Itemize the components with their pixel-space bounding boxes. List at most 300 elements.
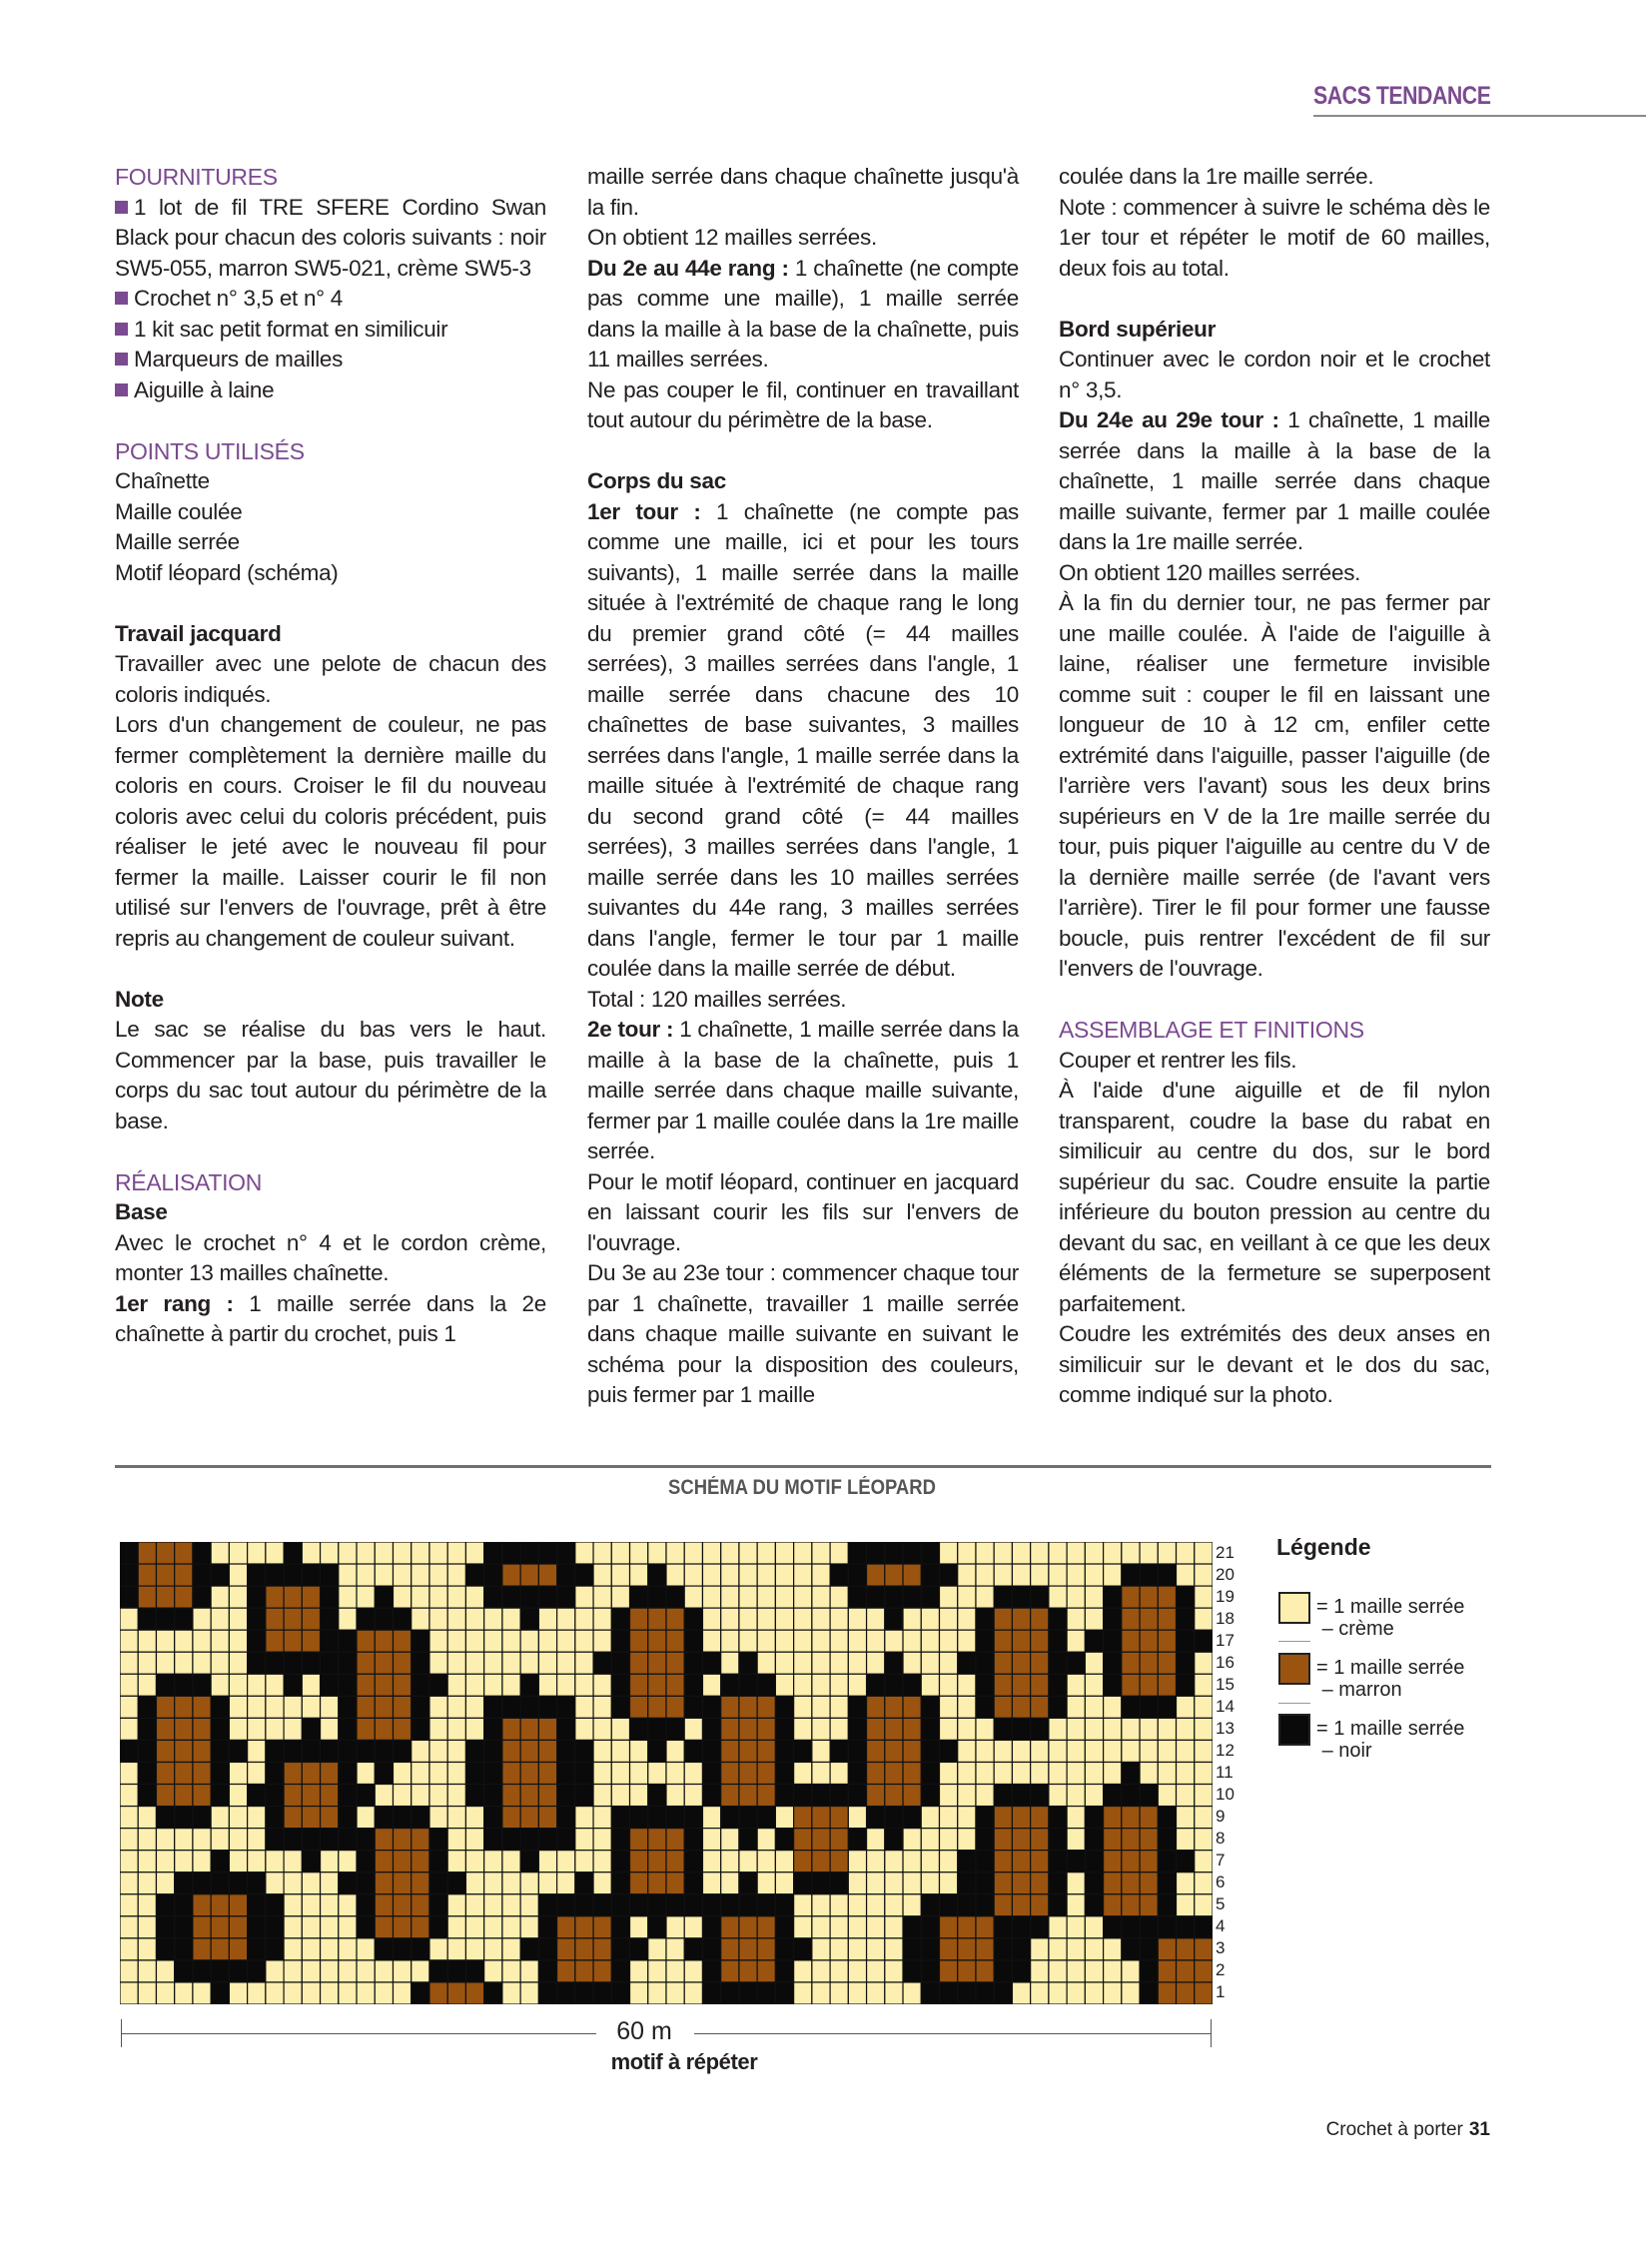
stitch-cell bbox=[465, 1564, 483, 1586]
stitch-cell bbox=[394, 1916, 412, 1938]
stitch-cell bbox=[867, 1608, 885, 1630]
stitch-cell bbox=[593, 1851, 611, 1872]
stitch-cell bbox=[1067, 1718, 1085, 1740]
stitch-cell bbox=[357, 1938, 375, 1960]
stitch-cell bbox=[465, 1586, 483, 1608]
stitch-cell bbox=[1177, 1696, 1195, 1718]
stitch-cell bbox=[520, 1542, 538, 1564]
stitch-cell bbox=[702, 1652, 720, 1674]
stitch-cell bbox=[375, 1938, 393, 1960]
stitch-cell bbox=[502, 1762, 520, 1784]
stitch-cell bbox=[666, 1674, 684, 1696]
stitch-cell bbox=[502, 1872, 520, 1894]
stitch-cell bbox=[702, 1696, 720, 1718]
stitch-cell bbox=[958, 1916, 976, 1938]
stitch-cell bbox=[739, 1960, 757, 1982]
stitch-cell bbox=[538, 1586, 556, 1608]
stitch-cell bbox=[429, 1630, 447, 1652]
paragraph bbox=[115, 1015, 546, 1136]
stitch-cell bbox=[702, 1718, 720, 1740]
stitch-cell bbox=[976, 1894, 994, 1916]
stitch-cell bbox=[848, 1586, 866, 1608]
stitch-cell bbox=[575, 1938, 593, 1960]
stitch-cell bbox=[211, 1564, 229, 1586]
stitch-cell bbox=[903, 1829, 921, 1851]
stitch-cell bbox=[193, 1696, 211, 1718]
stitch-cell bbox=[976, 1630, 994, 1652]
stitch-cell bbox=[739, 1872, 757, 1894]
stitch-cell bbox=[648, 1696, 666, 1718]
spacer bbox=[1059, 985, 1490, 1016]
stitch-cell bbox=[266, 1851, 284, 1872]
stitch-cell bbox=[266, 1630, 284, 1652]
stitch-cell bbox=[702, 1872, 720, 1894]
stitch-cell bbox=[940, 1696, 958, 1718]
stitch-cell bbox=[739, 1785, 757, 1807]
stitch-cell bbox=[120, 1630, 138, 1652]
stitch-cell bbox=[211, 1586, 229, 1608]
stitch-cell bbox=[721, 1630, 739, 1652]
paragraph-text: Lors d'un changement de couleur, ne pas fermer complètement la dernière maille du coloris en cours. Croiser le fil du nouveau coloris avec celui du coloris précédent, puis réaliser le jeté avec le nouveau fil pour fermer la maille. Laisser courir le fil non utilisé sur l'envers de l'ouvrage, prêt à être repris au changement de couleur suivant. bbox=[115, 712, 546, 951]
stitch-cell bbox=[794, 1960, 812, 1982]
stitch-cell bbox=[921, 1829, 939, 1851]
stitch-cell bbox=[1104, 1718, 1122, 1740]
stitch-cell bbox=[666, 1542, 684, 1564]
stitch-cell bbox=[447, 1829, 465, 1851]
stitch-cell bbox=[284, 1807, 302, 1829]
stitch-cell bbox=[1140, 1762, 1158, 1784]
stitch-cell bbox=[958, 1894, 976, 1916]
stitch-cell bbox=[575, 1807, 593, 1829]
stitch-cell bbox=[867, 1829, 885, 1851]
stitch-cell bbox=[538, 1542, 556, 1564]
stitch-cell bbox=[976, 1586, 994, 1608]
stitch-cell bbox=[465, 1851, 483, 1872]
stitch-cell bbox=[1140, 1872, 1158, 1894]
stitch-cell bbox=[593, 1542, 611, 1564]
section-heading: POINTS UTILISÉS bbox=[115, 437, 305, 464]
stitch-cell bbox=[538, 1872, 556, 1894]
stitch-cell bbox=[412, 1542, 429, 1564]
stitch-cell bbox=[1195, 1674, 1213, 1696]
stitch-cell bbox=[120, 1916, 138, 1938]
stitch-cell bbox=[321, 1608, 339, 1630]
stitch-cell bbox=[1049, 1564, 1067, 1586]
stitch-cell bbox=[538, 1740, 556, 1762]
stitch-cell bbox=[447, 1718, 465, 1740]
row-number: 16 bbox=[1216, 1653, 1235, 1672]
stitch-cell bbox=[921, 1740, 939, 1762]
stitch-cell bbox=[484, 1762, 502, 1784]
stitch-cell bbox=[1122, 1807, 1140, 1829]
stitch-cell bbox=[976, 1740, 994, 1762]
stitch-cell bbox=[1195, 1829, 1213, 1851]
stitch-cell bbox=[375, 1608, 393, 1630]
paragraph-text: Maille serrée bbox=[115, 529, 240, 554]
stitch-cell bbox=[885, 1652, 903, 1674]
stitch-cell bbox=[921, 1894, 939, 1916]
stitch-cell bbox=[848, 1960, 866, 1982]
stitch-cell bbox=[1085, 1718, 1103, 1740]
stitch-cell bbox=[120, 1894, 138, 1916]
stitch-cell bbox=[1067, 1740, 1085, 1762]
stitch-cell bbox=[575, 1785, 593, 1807]
stitch-cell bbox=[120, 1762, 138, 1784]
paragraph-text: Marqueurs de mailles bbox=[134, 347, 344, 372]
stitch-cell bbox=[611, 1542, 629, 1564]
stitch-cell bbox=[429, 1785, 447, 1807]
stitch-cell bbox=[302, 1762, 320, 1784]
stitch-cell bbox=[266, 1542, 284, 1564]
stitch-cell bbox=[357, 1960, 375, 1982]
stitch-cell bbox=[175, 1982, 193, 2004]
stitch-cell bbox=[575, 1696, 593, 1718]
paragraph-text: Du 3e au 23e tour : commencer chaque tour par 1 chaînette, travailler 1 maille serrée dans chaque maille suivante en suivant le schéma pour la disposition des couleurs, puis fermer par 1 maille bbox=[587, 1260, 1019, 1407]
stitch-cell bbox=[1067, 1696, 1085, 1718]
stitch-cell bbox=[412, 1740, 429, 1762]
stitch-cell bbox=[721, 1696, 739, 1718]
stitch-cell bbox=[1122, 1696, 1140, 1718]
paragraph bbox=[1059, 345, 1490, 405]
stitch-cell bbox=[302, 1608, 320, 1630]
stitch-cell bbox=[156, 1894, 174, 1916]
stitch-cell bbox=[1195, 1982, 1213, 2004]
stitch-cell bbox=[1122, 1762, 1140, 1784]
stitch-cell bbox=[867, 1960, 885, 1982]
stitch-cell bbox=[593, 1872, 611, 1894]
stitch-cell bbox=[557, 1696, 575, 1718]
paragraph-text: Maille coulée bbox=[115, 498, 243, 524]
stitch-cell bbox=[248, 1564, 266, 1586]
stitch-cell bbox=[557, 1916, 575, 1938]
stitch-cell bbox=[1158, 1807, 1176, 1829]
stitch-cell bbox=[593, 1785, 611, 1807]
stitch-cell bbox=[465, 1674, 483, 1696]
stitch-cell bbox=[339, 1652, 357, 1674]
stitch-cell bbox=[994, 1762, 1012, 1784]
stitch-cell bbox=[702, 1630, 720, 1652]
stitch-cell bbox=[266, 1608, 284, 1630]
stitch-cell bbox=[921, 1674, 939, 1696]
stitch-cell bbox=[1122, 1652, 1140, 1674]
step-label: 1er tour : bbox=[587, 498, 701, 524]
stitch-cell bbox=[994, 1785, 1012, 1807]
stitch-cell bbox=[830, 1762, 848, 1784]
stitch-cell bbox=[958, 1586, 976, 1608]
stitch-cell bbox=[812, 1982, 830, 2004]
stitch-cell bbox=[520, 1938, 538, 1960]
stitch-cell bbox=[757, 1542, 775, 1564]
stitch-cell bbox=[484, 1630, 502, 1652]
stitch-cell bbox=[557, 1938, 575, 1960]
stitch-cell bbox=[794, 1652, 812, 1674]
stitch-cell bbox=[412, 1807, 429, 1829]
stitch-cell bbox=[630, 1785, 648, 1807]
stitch-cell bbox=[1195, 1608, 1213, 1630]
stitch-cell bbox=[484, 1960, 502, 1982]
stitch-cell bbox=[921, 1807, 939, 1829]
stitch-cell bbox=[994, 1674, 1012, 1696]
stitch-cell bbox=[193, 1762, 211, 1784]
row-number: 10 bbox=[1216, 1785, 1235, 1804]
stitch-cell bbox=[339, 1608, 357, 1630]
stitch-cell bbox=[830, 1960, 848, 1982]
stitch-cell bbox=[520, 1807, 538, 1829]
stitch-cell bbox=[921, 1652, 939, 1674]
stitch-cell bbox=[666, 1652, 684, 1674]
stitch-cell bbox=[302, 1740, 320, 1762]
stitch-cell bbox=[812, 1740, 830, 1762]
stitch-cell bbox=[575, 1982, 593, 2004]
stitch-cell bbox=[138, 1564, 156, 1586]
stitch-cell bbox=[1122, 1740, 1140, 1762]
stitch-cell bbox=[757, 1785, 775, 1807]
stitch-cell bbox=[721, 1872, 739, 1894]
stitch-cell bbox=[1049, 1807, 1067, 1829]
stitch-cell bbox=[848, 1740, 866, 1762]
stitch-cell bbox=[447, 1960, 465, 1982]
stitch-cell bbox=[1012, 1872, 1030, 1894]
stitch-cell bbox=[394, 1674, 412, 1696]
stitch-cell bbox=[848, 1564, 866, 1586]
stitch-cell bbox=[266, 1938, 284, 1960]
stitch-cell bbox=[520, 1785, 538, 1807]
stitch-cell bbox=[593, 1608, 611, 1630]
stitch-cell bbox=[1067, 1785, 1085, 1807]
stitch-cell bbox=[502, 1608, 520, 1630]
stitch-cell bbox=[575, 1608, 593, 1630]
stitch-cell bbox=[593, 1652, 611, 1674]
stitch-cell bbox=[138, 1851, 156, 1872]
stitch-cell bbox=[156, 1718, 174, 1740]
stitch-cell bbox=[721, 1982, 739, 2004]
stitch-cell bbox=[321, 1872, 339, 1894]
stitch-cell bbox=[484, 1652, 502, 1674]
stitch-cell bbox=[575, 1564, 593, 1586]
stitch-cell bbox=[229, 1674, 247, 1696]
stitch-cell bbox=[538, 1718, 556, 1740]
stitch-cell bbox=[885, 1696, 903, 1718]
stitch-cell bbox=[739, 1740, 757, 1762]
stitch-cell bbox=[138, 1807, 156, 1829]
stitch-cell bbox=[702, 1762, 720, 1784]
stitch-cell bbox=[520, 1564, 538, 1586]
subheading: Travail jacquard bbox=[115, 620, 282, 646]
stitch-cell bbox=[1012, 1960, 1030, 1982]
stitch-cell bbox=[994, 1652, 1012, 1674]
stitch-cell bbox=[1012, 1608, 1030, 1630]
stitch-cell bbox=[175, 1608, 193, 1630]
stitch-cell bbox=[120, 1608, 138, 1630]
stitch-cell bbox=[830, 1542, 848, 1564]
stitch-cell bbox=[321, 1696, 339, 1718]
stitch-cell bbox=[321, 1652, 339, 1674]
stitch-cell bbox=[976, 1872, 994, 1894]
stitch-cell bbox=[830, 1718, 848, 1740]
text-column-1 bbox=[115, 162, 546, 1350]
stitch-cell bbox=[538, 1982, 556, 2004]
stitch-cell bbox=[885, 1894, 903, 1916]
stitch-cell bbox=[211, 1718, 229, 1740]
stitch-cell bbox=[611, 1762, 629, 1784]
stitch-cell bbox=[321, 1894, 339, 1916]
stitch-cell bbox=[867, 1851, 885, 1872]
stitch-cell bbox=[557, 1564, 575, 1586]
stitch-cell bbox=[940, 1807, 958, 1829]
stitch-cell bbox=[702, 1586, 720, 1608]
stitch-cell bbox=[739, 1696, 757, 1718]
stitch-cell bbox=[794, 1762, 812, 1784]
paragraph-text: Pour le motif léopard, continuer en jacquard en laissant courir les fils sur l'envers de l'ouvrage. bbox=[587, 1168, 1019, 1255]
stitch-cell bbox=[302, 1696, 320, 1718]
stitch-cell bbox=[502, 1718, 520, 1740]
stitch-cell bbox=[284, 1762, 302, 1784]
stitch-cell bbox=[1067, 1938, 1085, 1960]
stitch-cell bbox=[339, 1829, 357, 1851]
stitch-cell bbox=[429, 1586, 447, 1608]
stitch-cell bbox=[429, 1652, 447, 1674]
stitch-cell bbox=[848, 1785, 866, 1807]
stitch-cell bbox=[1140, 1696, 1158, 1718]
stitch-cell bbox=[958, 1696, 976, 1718]
stitch-cell bbox=[429, 1851, 447, 1872]
stitch-cell bbox=[502, 1630, 520, 1652]
stitch-cell bbox=[775, 1807, 793, 1829]
paragraph-text: Travailler avec une pelote de chacun des coloris indiqués. bbox=[115, 651, 546, 707]
paragraph-text: 1 lot de fil TRE SFERE Cordino Swan Black pour chacun des coloris suivants : noir SW5-055, marron SW5-021, crème SW5-3 bbox=[115, 194, 546, 281]
stitch-cell bbox=[1049, 1785, 1067, 1807]
stitch-cell bbox=[575, 1718, 593, 1740]
stitch-cell bbox=[921, 1916, 939, 1938]
stitch-cell bbox=[958, 1652, 976, 1674]
stitch-cell bbox=[848, 1894, 866, 1916]
stitch-cell bbox=[1195, 1960, 1213, 1982]
stitch-cell bbox=[885, 1960, 903, 1982]
stitch-cell bbox=[1031, 1630, 1049, 1652]
stitch-cell bbox=[1140, 1785, 1158, 1807]
stitch-cell bbox=[175, 1938, 193, 1960]
stitch-cell bbox=[1067, 1608, 1085, 1630]
stitch-cell bbox=[248, 1718, 266, 1740]
stitch-cell bbox=[1031, 1982, 1049, 2004]
stitch-cell bbox=[739, 1542, 757, 1564]
stitch-cell bbox=[1122, 1916, 1140, 1938]
stitch-cell bbox=[958, 1608, 976, 1630]
paragraph-text: Couper et rentrer les fils. bbox=[1059, 1047, 1297, 1073]
stitch-cell bbox=[666, 1630, 684, 1652]
paragraph-text: Avec le crochet n° 4 et le cordon crème, monter 13 mailles chaînette. bbox=[115, 1229, 546, 1285]
stitch-cell bbox=[447, 1630, 465, 1652]
stitch-cell bbox=[648, 1960, 666, 1982]
stitch-cell bbox=[394, 1696, 412, 1718]
stitch-cell bbox=[812, 1894, 830, 1916]
stitch-cell bbox=[775, 1960, 793, 1982]
stitch-cell bbox=[447, 1696, 465, 1718]
stitch-cell bbox=[484, 1851, 502, 1872]
stitch-cell bbox=[575, 1586, 593, 1608]
stitch-cell bbox=[156, 1807, 174, 1829]
stitch-cell bbox=[229, 1785, 247, 1807]
stitch-cell bbox=[1012, 1652, 1030, 1674]
stitch-cell bbox=[757, 1938, 775, 1960]
stitch-cell bbox=[867, 1630, 885, 1652]
stitch-cell bbox=[284, 1718, 302, 1740]
stitch-cell bbox=[1067, 1586, 1085, 1608]
paragraph bbox=[115, 466, 546, 497]
paragraph-text: 1 maille serrée dans la 2e chaînette à partir du crochet, puis 1 bbox=[115, 1290, 546, 1346]
marron-swatch bbox=[1278, 1653, 1310, 1685]
stitch-cell bbox=[465, 1740, 483, 1762]
stitch-cell bbox=[175, 1564, 193, 1586]
stitch-cell bbox=[794, 1938, 812, 1960]
stitch-cell bbox=[1085, 1674, 1103, 1696]
stitch-cell bbox=[1085, 1785, 1103, 1807]
stitch-cell bbox=[940, 1740, 958, 1762]
stitch-cell bbox=[630, 1542, 648, 1564]
stitch-cell bbox=[1031, 1674, 1049, 1696]
stitch-cell bbox=[903, 1674, 921, 1696]
stitch-cell bbox=[958, 1564, 976, 1586]
stitch-cell bbox=[593, 1564, 611, 1586]
stitch-cell bbox=[229, 1807, 247, 1829]
paragraph-text: Coudre les extrémités des deux anses en similicuir sur le devant et le dos du sac, comme indiqué sur la photo. bbox=[1059, 1321, 1490, 1407]
stitch-cell bbox=[211, 1630, 229, 1652]
stitch-cell bbox=[593, 1960, 611, 1982]
stitch-cell bbox=[1177, 1718, 1195, 1740]
stitch-cell bbox=[394, 1564, 412, 1586]
stitch-cell bbox=[357, 1807, 375, 1829]
stitch-cell bbox=[702, 1564, 720, 1586]
stitch-cell bbox=[648, 1718, 666, 1740]
stitch-cell bbox=[1104, 1807, 1122, 1829]
stitch-cell bbox=[867, 1586, 885, 1608]
stitch-cell bbox=[1031, 1785, 1049, 1807]
stitch-cell bbox=[684, 1785, 702, 1807]
stitch-cell bbox=[921, 1608, 939, 1630]
stitch-cell bbox=[812, 1608, 830, 1630]
stitch-cell bbox=[794, 1785, 812, 1807]
stitch-cell bbox=[1085, 1938, 1103, 1960]
stitch-cell bbox=[156, 1960, 174, 1982]
stitch-cell bbox=[903, 1564, 921, 1586]
stitch-cell bbox=[1049, 1586, 1067, 1608]
stitch-cell bbox=[1031, 1916, 1049, 1938]
stitch-cell bbox=[976, 1608, 994, 1630]
paragraph-text: Aiguille à laine bbox=[134, 376, 275, 402]
paragraph-text: 1 chaînette, 1 maille serrée dans la maille à la base de la chaînette, 1 maille serrée dans chaque maille suivante, fermer par 1 maille coulée dans la 1re maille serrée. bbox=[1059, 407, 1490, 554]
paragraph-text: On obtient 12 mailles serrées. bbox=[587, 225, 877, 250]
stitch-cell bbox=[903, 1872, 921, 1894]
legend-line: – noir bbox=[1321, 1740, 1372, 1762]
stitch-cell bbox=[175, 1894, 193, 1916]
stitch-cell bbox=[1031, 1872, 1049, 1894]
stitch-cell bbox=[867, 1785, 885, 1807]
stitch-cell bbox=[538, 1916, 556, 1938]
stitch-cell bbox=[1158, 1829, 1176, 1851]
stitch-cell bbox=[284, 1740, 302, 1762]
stitch-cell bbox=[630, 1740, 648, 1762]
magazine-name: Crochet à porter bbox=[1325, 2119, 1463, 2140]
stitch-cell bbox=[994, 1564, 1012, 1586]
stitch-cell bbox=[830, 1829, 848, 1851]
stitch-cell bbox=[794, 1851, 812, 1872]
stitch-cell bbox=[339, 1586, 357, 1608]
stitch-cell bbox=[1049, 1982, 1067, 2004]
stitch-cell bbox=[940, 1960, 958, 1982]
stitch-cell bbox=[648, 1872, 666, 1894]
stitch-cell bbox=[412, 1916, 429, 1938]
stitch-cell bbox=[120, 1740, 138, 1762]
